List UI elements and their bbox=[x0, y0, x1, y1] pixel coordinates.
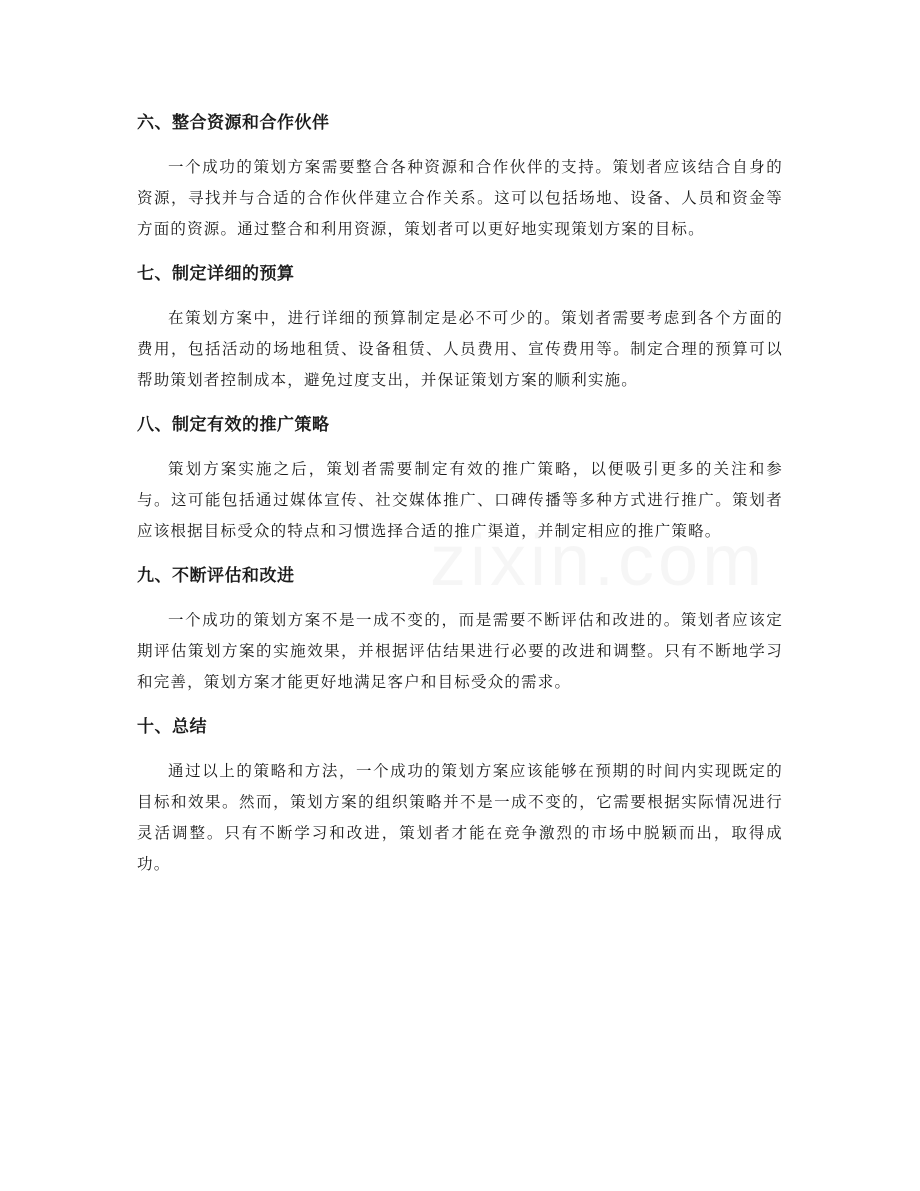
section-paragraph: 一个成功的策划方案不是一成不变的，而是需要不断评估和改进的。策划者应该定期评估策划方案的实施效果，并根据评估结果进行必要的改进和调整。只有不断地学习和完善，策划方案才能更好地满足客户和目标受众的需求。 bbox=[137, 611, 783, 691]
section-10 bbox=[137, 712, 783, 880]
section-7 bbox=[137, 259, 783, 396]
section-paragraph: 策划方案实施之后，策划者需要制定有效的推广策略，以便吸引更多的关注和参与。这可能包括通过媒体宣传、社交媒体推广、口碑传播等多种方式进行推广。策划者应该根据目标受众的特点和习惯选择合适的推广渠道，并制定相应的推广策略。 bbox=[137, 460, 783, 540]
section-9 bbox=[137, 561, 783, 698]
section-heading: 六、整合资源和合作伙伴 bbox=[137, 113, 330, 133]
section-paragraph: 一个成功的策划方案需要整合各种资源和合作伙伴的支持。策划者应该结合自身的资源，寻找并与合适的合作伙伴建立合作关系。这可以包括场地、设备、人员和资金等方面的资源。通过整合和利用资源，策划者可以更好地实现策划方案的目标。 bbox=[137, 158, 783, 238]
section-heading: 七、制定详细的预算 bbox=[137, 264, 295, 284]
section-heading: 九、不断评估和改进 bbox=[137, 566, 295, 586]
section-heading: 八、制定有效的推广策略 bbox=[137, 415, 330, 435]
section-paragraph: 通过以上的策略和方法，一个成功的策划方案应该能够在预期的时间内实现既定的目标和效果。然而，策划方案的组织策略并不是一成不变的，它需要根据实际情况进行灵活调整。只有不断学习和改进，策划者才能在竞争激烈的市场中脱颖而出，取得成功。 bbox=[137, 762, 783, 873]
section-heading: 十、总结 bbox=[137, 717, 207, 737]
section-6 bbox=[137, 108, 783, 245]
section-paragraph: 在策划方案中，进行详细的预算制定是必不可少的。策划者需要考虑到各个方面的费用，包括活动的场地租赁、设备租赁、人员费用、宣传费用等。制定合理的预算可以帮助策划者控制成本，避免过度支出，并保证策划方案的顺利实施。 bbox=[137, 309, 783, 389]
section-8 bbox=[137, 410, 783, 547]
document-page bbox=[137, 108, 783, 894]
